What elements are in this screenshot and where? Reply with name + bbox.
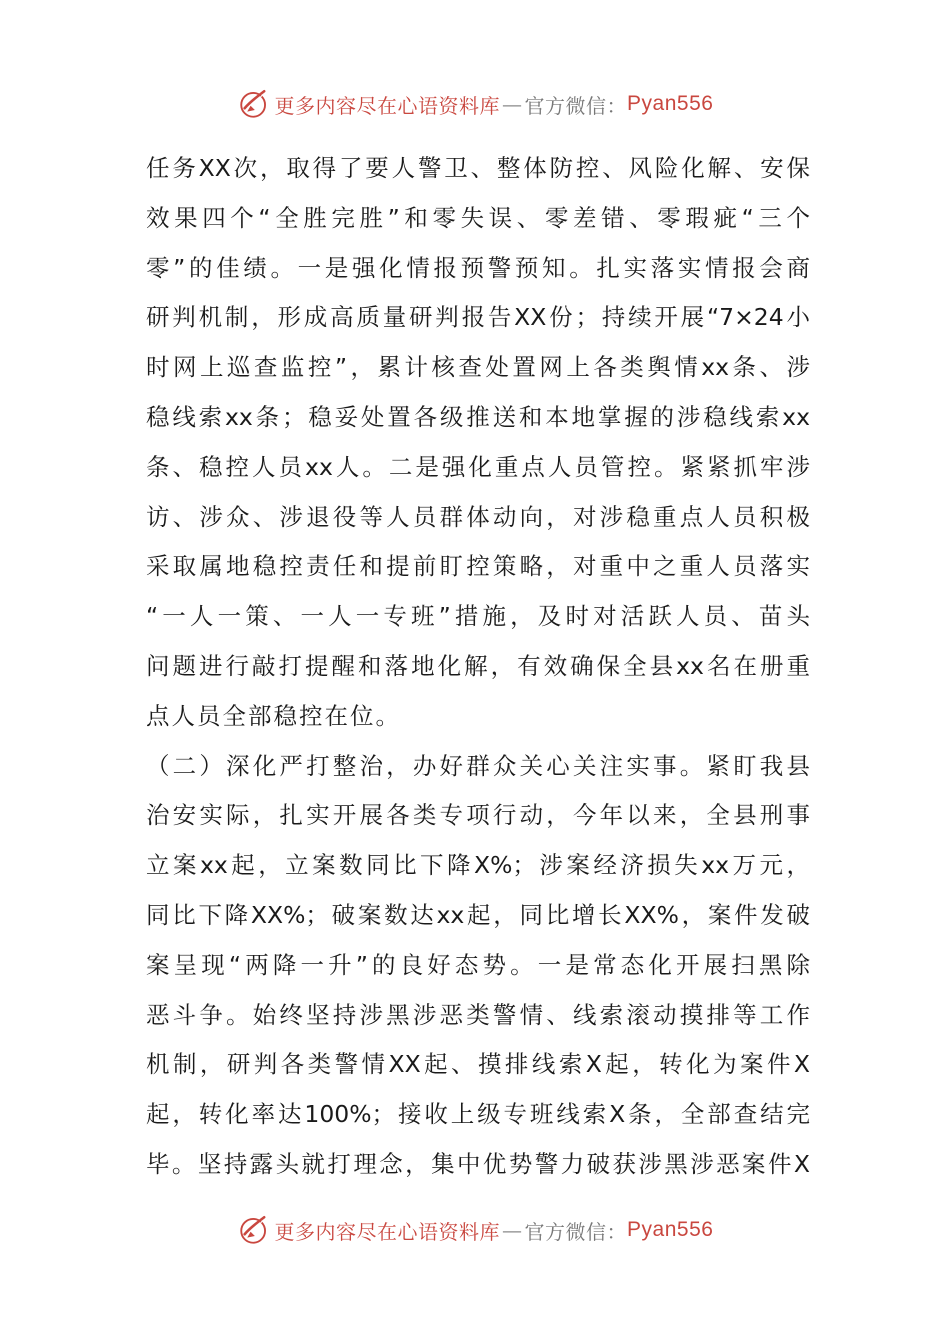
text-line: 立案xx起，立案数同比下降X%；涉案经济损失xx万元，	[146, 851, 810, 880]
watermark-wechat-id: Pyan556	[627, 92, 714, 115]
text-line: 治安实际，扎实开展各类专项行动，今年以来，全县刑事	[146, 801, 810, 830]
text-line: “一人一策、一人一专班”措施，及时对活跃人员、苗头	[146, 602, 810, 631]
text-line: 稳线索xx条；稳妥处置各级推送和本地掌握的涉稳线索xx	[146, 402, 810, 431]
document-body	[146, 144, 810, 1190]
text-line: 案呈现“两降一升”的良好态势。一是常态化开展扫黑除	[146, 950, 810, 979]
text-line: 访、涉众、涉退役等人员群体动向，对涉稳重点人员积极	[146, 502, 810, 531]
text-line: 时网上巡查监控”，累计核查处置网上各类舆情xx条、涉	[146, 353, 810, 382]
pen-logo-icon	[237, 1213, 271, 1247]
watermark-label: 官方微信：	[524, 93, 628, 118]
text-line: 恶斗争。始终坚持涉黑涉恶类警情、线索滚动摸排等工作	[146, 1000, 810, 1029]
text-line: 效果四个“全胜完胜”和零失误、零差错、零瑕疵“三个	[146, 203, 810, 232]
watermark-brand: 更多内容尽在心语资料库	[274, 93, 501, 118]
watermark-dash: —	[502, 1218, 523, 1242]
watermark-label: 官方微信：	[524, 1219, 628, 1244]
watermark-wechat-id: Pyan556	[627, 1218, 714, 1241]
text-line: 机制，研判各类警情XX起、摸排线索X起，转化为案件X	[146, 1050, 810, 1079]
section-heading-line: （二）深化严打整治，办好群众关心关注实事。紧盯我县	[146, 751, 810, 780]
pen-logo-icon	[237, 87, 271, 121]
text-line: 研判机制，形成高质量研判报告XX份；持续开展“7×24小	[146, 303, 810, 332]
paragraph-end-line: 点人员全部稳控在位。	[146, 701, 401, 730]
text-line: 采取属地稳控责任和提前盯控策略，对重中之重人员落实	[146, 552, 810, 581]
text-line: 问题进行敲打提醒和落地化解，有效确保全县xx名在册重	[146, 651, 810, 680]
header-watermark	[0, 82, 950, 126]
text-line: 零”的佳绩。一是强化情报预警预知。扎实落实情报会商	[146, 253, 810, 282]
text-line: 任务XX次，取得了要人警卫、整体防控、风险化解、安保	[146, 154, 810, 182]
text-line: 毕。坚持露头就打理念，集中优势警力破获涉黑涉恶案件X	[146, 1149, 810, 1178]
watermark-dash: —	[502, 92, 523, 116]
text-line: 同比下降XX%；破案数达xx起，同比增长XX%，案件发破	[146, 900, 810, 929]
text-line: 条、稳控人员xx人。二是强化重点人员管控。紧紧抓牢涉	[146, 452, 810, 481]
text-line: 起，转化率达100%；接收上级专班线索X条，全部查结完	[146, 1100, 810, 1129]
footer-watermark	[0, 1208, 950, 1252]
watermark-brand: 更多内容尽在心语资料库	[274, 1219, 501, 1244]
